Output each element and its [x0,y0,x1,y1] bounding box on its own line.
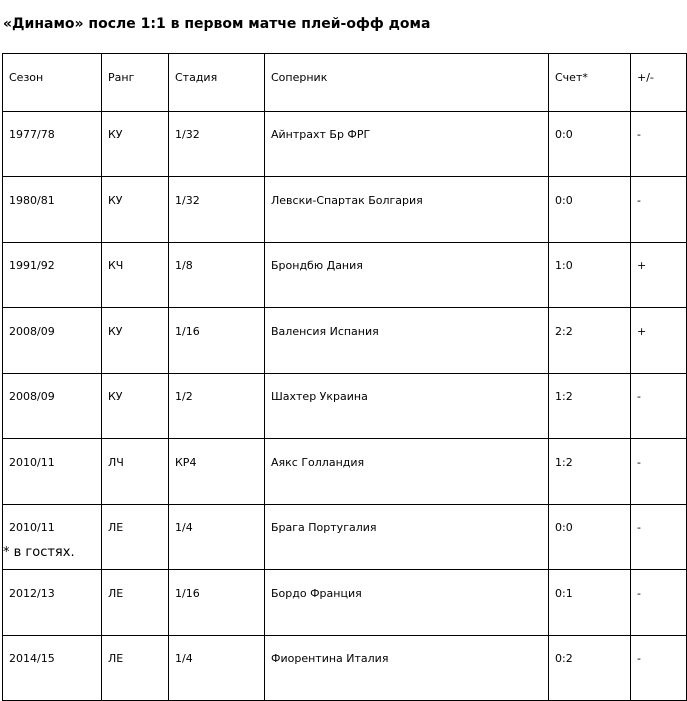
table-row [3,308,687,374]
cell-opponent: Брага Португалия [265,504,549,570]
table-row [3,439,687,505]
cell-rank: КЧ [102,242,169,308]
table-header-row [3,54,687,112]
table-row [3,504,687,570]
cell-score: 1:2 [549,373,631,439]
cell-opponent: Брондбю Дания [265,242,549,308]
cell-rank: КУ [102,177,169,243]
cell-plus-minus: - [631,177,687,243]
cell-stage: 1/4 [169,504,265,570]
footnote: * в гостях. [3,545,75,560]
cell-season: 1991/92 [3,242,102,308]
cell-opponent: Валенсия Испания [265,308,549,374]
cell-season: 2012/13 [3,570,102,636]
cell-season: 2010/11 [3,504,102,570]
cell-score: 1:2 [549,439,631,505]
cell-rank: ЛЕ [102,504,169,570]
cell-plus-minus: - [631,570,687,636]
cell-stage: 1/4 [169,635,265,701]
cell-season: 2008/09 [3,308,102,374]
table-row [3,111,687,177]
cell-opponent: Левски-Спартак Болгария [265,177,549,243]
cell-rank: КУ [102,308,169,374]
cell-season: 2008/09 [3,373,102,439]
cell-plus-minus: + [631,308,687,374]
cell-opponent: Фиорентина Италия [265,635,549,701]
cell-stage: 1/32 [169,177,265,243]
table-row [3,570,687,636]
cell-plus-minus: - [631,635,687,701]
cell-rank: ЛЧ [102,439,169,505]
cell-score: 2:2 [549,308,631,374]
cell-rank: ЛЕ [102,635,169,701]
cell-score: 0:0 [549,177,631,243]
cell-rank: ЛЕ [102,570,169,636]
cell-stage: 1/16 [169,570,265,636]
header-season: Сезон [3,54,102,112]
cell-season: 1980/81 [3,177,102,243]
header-rank: Ранг [102,54,169,112]
cell-opponent: Шахтер Украина [265,373,549,439]
cell-stage: 1/2 [169,373,265,439]
header-score: Счет* [549,54,631,112]
cell-stage: 1/32 [169,111,265,177]
table-row [3,177,687,243]
cell-score: 0:2 [549,635,631,701]
table-row [3,373,687,439]
cell-rank: КУ [102,111,169,177]
cell-season: 2010/11 [3,439,102,505]
cell-plus-minus: - [631,439,687,505]
table-row [3,242,687,308]
cell-stage: 1/16 [169,308,265,374]
cell-opponent: Айнтрахт Бр ФРГ [265,111,549,177]
cell-plus-minus: - [631,111,687,177]
cell-stage: КР4 [169,439,265,505]
cell-opponent: Аякс Голландия [265,439,549,505]
cell-score: 1:0 [549,242,631,308]
results-table [2,53,687,701]
header-opponent: Соперник [265,54,549,112]
cell-score: 0:0 [549,504,631,570]
cell-plus-minus: - [631,504,687,570]
cell-rank: КУ [102,373,169,439]
cell-season: 2014/15 [3,635,102,701]
cell-plus-minus: - [631,373,687,439]
header-plus-minus: +/- [631,54,687,112]
cell-score: 0:1 [549,570,631,636]
cell-plus-minus: + [631,242,687,308]
table-row [3,635,687,701]
cell-score: 0:0 [549,111,631,177]
cell-opponent: Бордо Франция [265,570,549,636]
cell-stage: 1/8 [169,242,265,308]
header-stage: Стадия [169,54,265,112]
cell-season: 1977/78 [3,111,102,177]
page-title: «Динамо» после 1:1 в первом матче плей-офф дома [3,16,431,32]
